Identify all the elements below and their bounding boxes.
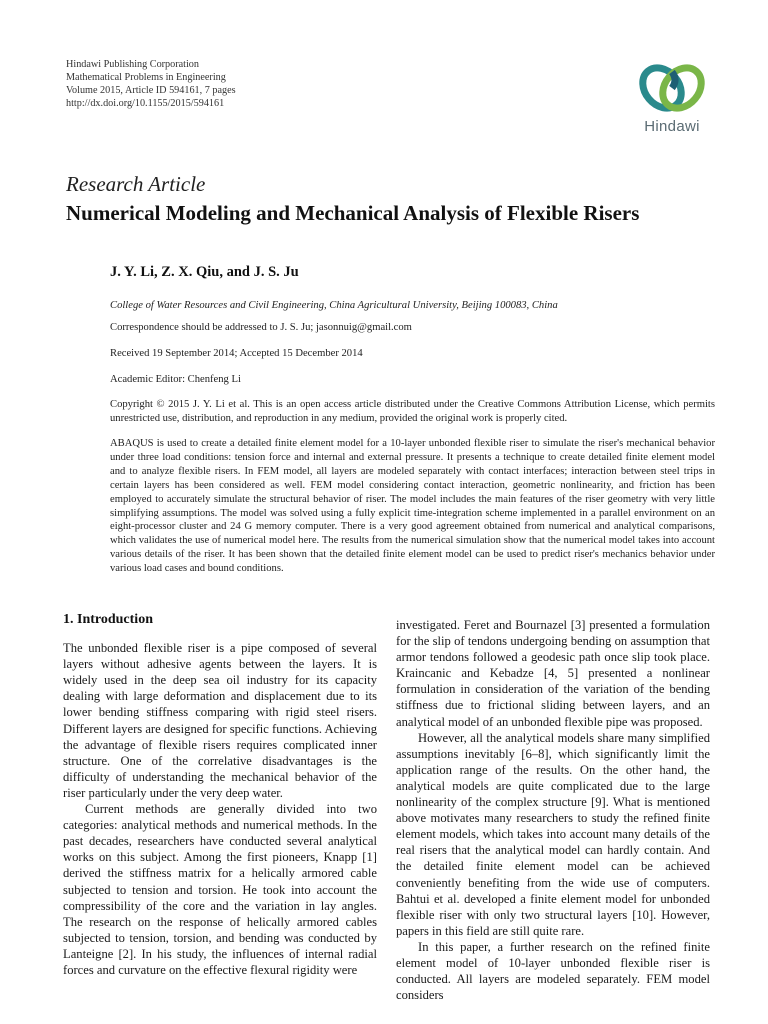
body-paragraph: However, all the analytical models share many simplified assumptions inevitably [6–8], which significantly limit the application range of the results. On the other hand, the analytical models are quite complicated due to the large nonlinearity of the complex structure [9]. What is mentioned above motivates many researchers to study the refined finite element models, which takes into account many details of the real risers that the analytical model can hardly contain. And the detailed finite element model can be achieved conveniently benefiting from the wide use of computers. Bahtui et al. developed a finite element model for unbonded flexible riser with only two structural layers [10]. However, papers in this field are still quite rare. — [396, 730, 710, 938]
publisher-name: Hindawi Publishing Corporation — [66, 59, 199, 70]
body-paragraph: Current methods are generally divided into two categories: analytical methods and numerical methods. In the past decades, researchers have conducted several analytical works on this subject. Among the first pioneers, Knapp [1] derived the stiffness matrix for a helically armored cable subjected to tension and torsion. He took into account the compressibility of the core and the variation in lay angles. The research on the response of helically armored cables subjected to tension, torsion, and bending was conducted by Lanteigne [2]. In his study, the influences of internal radial forces and curvature on the effective flexural rigidity were — [63, 802, 377, 977]
hindawi-logo-text: Hindawi — [644, 118, 700, 135]
author-list: J. Y. Li, Z. X. Qiu, and J. S. Ju — [110, 264, 299, 280]
abstract-text: ABAQUS is used to create a detailed finite element model for a 10-layer unbonded flexible riser to simulate the riser's mechanical behavior under three load conditions: tension force and internal and external pressure. It presents a technique to create detailed finite element model and to analyze flexible risers. In FEM model, all layers are modeled separately with contact interfaces; interaction between steel trips in certain layers has been considered as well. FEM model considering contact interaction, geometric nonlinearity, and friction has been employed to accurately simulate the structural behavior of riser. The model includes the main features of the riser geometry with very little simplifying assumptions. The model was solved using a fully explicit time-integration scheme implemented in a parallel environment on an eight-processor cluster and 24 G memory computer. There is a very good agreement obtained from numerical and analytical comparisons, which validates the use of numerical model here. The results from the numerical simulation show that the numerical model takes into account various details of the riser. It has been shown that the detailed finite element model can be used to predict riser's mechanics behavior under various load cases and bound conditions. — [110, 438, 715, 575]
article-title: Numerical Modeling and Mechanical Analysis of Flexible Risers — [66, 201, 640, 225]
body-paragraph: investigated. Feret and Bournazel [3] presented a formulation for the slip of tendons undergoing bending on assumption that armor tendons followed a geodesic path once slip took place. Kraincanic and Kebadze [4, 5] presented a nonlinear formulation in consideration of the variation of the bending stiffness due to frictional sliding between layers, and an analytical model of an unbonded flexible pipe was proposed. — [396, 618, 710, 729]
body-paragraph: In this paper, a further research on the refined finite element model of 10-layer unbonded flexible riser is conducted. All layers are modeled separately. FEM model considers — [396, 939, 710, 1003]
copyright-notice: Copyright © 2015 J. Y. Li et al. This is an open access article distributed under the Creative Commons Attribution License, which permits unrestricted use, distribution, and reproduction in any medium, provided the original work is properly cited. — [110, 399, 715, 424]
article-type: Research Article — [66, 172, 206, 196]
body-column-left — [63, 612, 377, 978]
academic-editor: Academic Editor: Chenfeng Li — [110, 374, 241, 385]
correspondence: Correspondence should be addressed to J. S. Ju; jasonnuig@gmail.com — [110, 322, 412, 333]
body-paragraph: The unbonded flexible riser is a pipe composed of several layers without adhesive agents between the layers. It is widely used in the deep sea oil industry for its capacity dealing with large deformation and displacement due to its lower bending stiffness comparing with rigid steel risers. Different layers are designed for specific functions. Achieving the advantage of flexible risers requires complicated inner structure. One of the correlative disadvantages is the difficulty of understanding the mechanical behavior of the riser particularly under the very deep water. — [63, 641, 377, 800]
volume-info: Volume 2015, Article ID 594161, 7 pages — [66, 85, 236, 96]
received-dates: Received 19 September 2014; Accepted 15 December 2014 — [110, 348, 363, 359]
section-heading-introduction: 1. Introduction — [63, 612, 153, 627]
doi-link[interactable]: http://dx.doi.org/10.1155/2015/594161 — [66, 98, 225, 109]
affiliation: College of Water Resources and Civil Engineering, China Agricultural University, Beijing 100083, China — [110, 300, 558, 311]
journal-header — [66, 58, 236, 110]
body-column-right — [396, 617, 710, 1003]
journal-name: Mathematical Problems in Engineering — [66, 72, 226, 83]
